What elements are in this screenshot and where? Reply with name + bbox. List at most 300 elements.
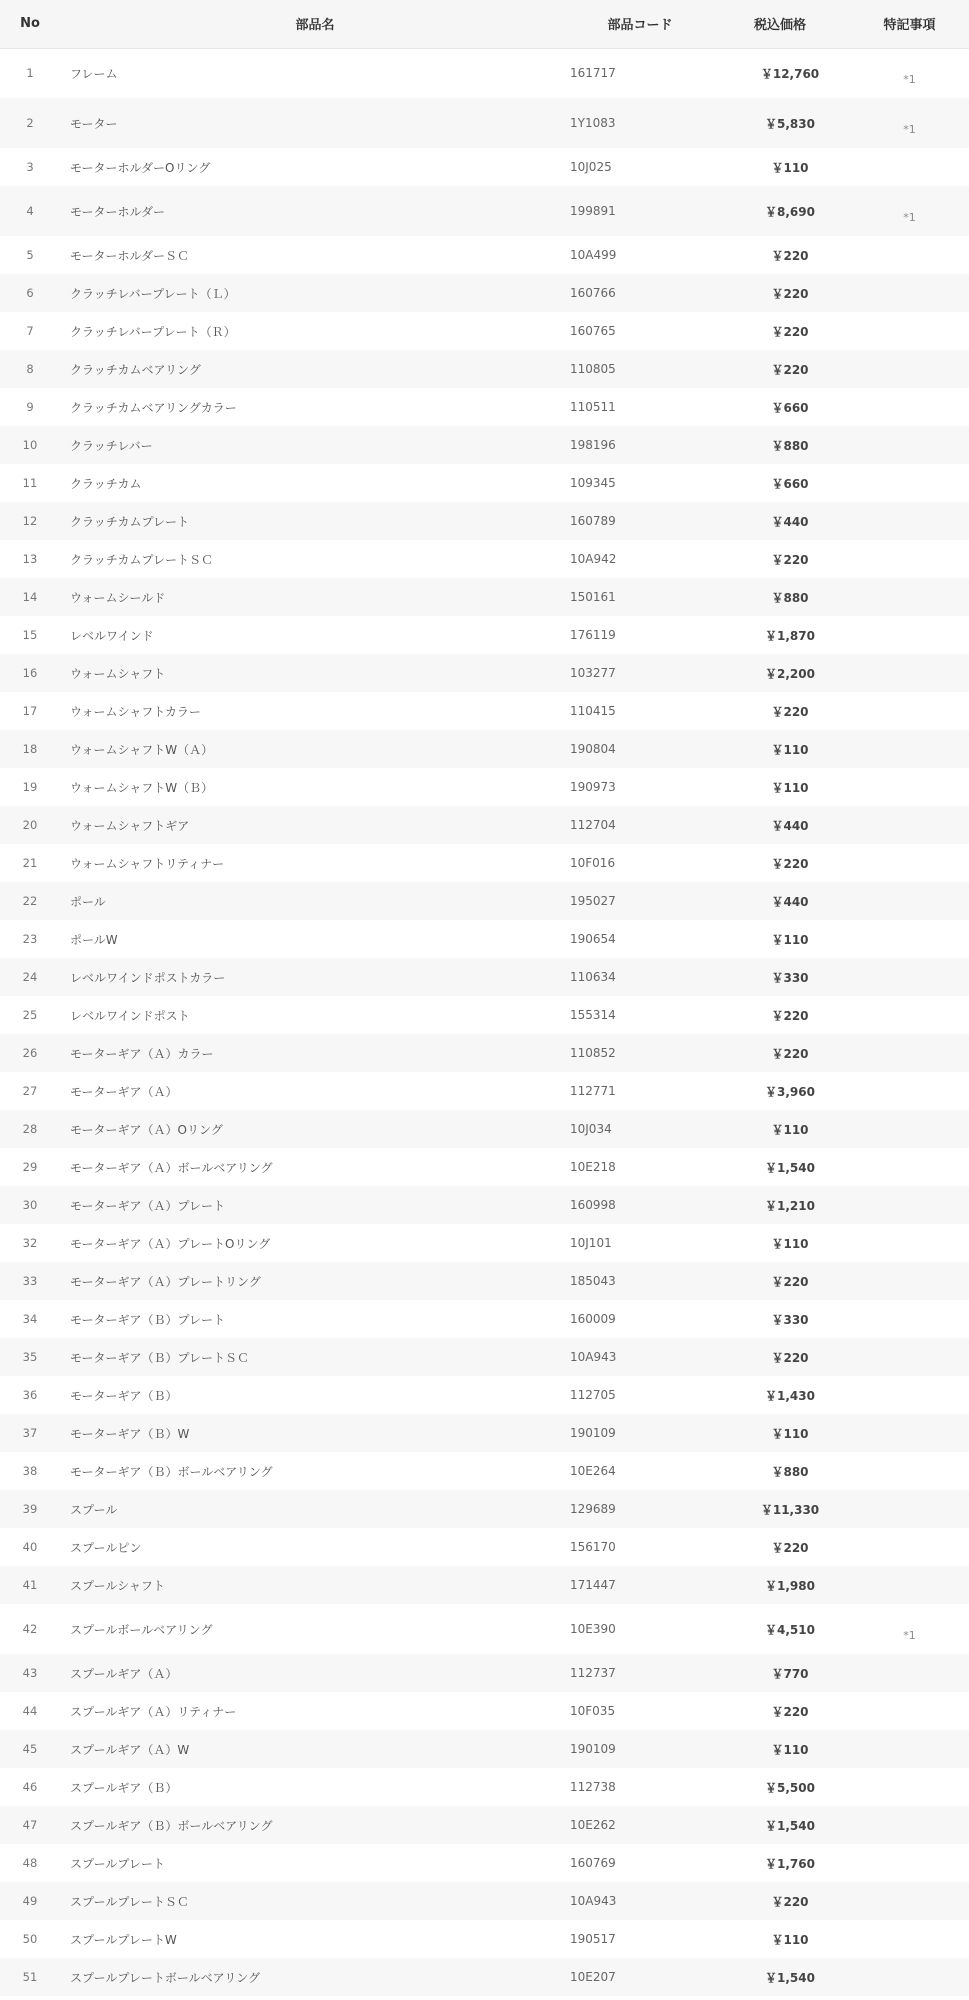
row-price: ￥880	[771, 1464, 809, 1479]
row-price: ￥880	[771, 590, 809, 605]
row-part-code: 155314	[570, 1008, 616, 1022]
row-no: 47	[22, 1818, 38, 1832]
table-row	[0, 388, 969, 426]
row-part-code: 10F035	[570, 1704, 616, 1718]
row-part-name: クラッチカムプレート	[70, 514, 190, 529]
row-part-name: ウォームシャフトギア	[70, 818, 190, 833]
row-part-name: ウォームシャフトW（Ｂ）	[70, 780, 214, 795]
table-body	[0, 48, 969, 1996]
row-price: ￥110	[771, 1932, 809, 1947]
row-no: 9	[26, 400, 34, 414]
row-no: 46	[22, 1780, 38, 1794]
table-row	[0, 1806, 969, 1844]
row-part-name: モーターギア（Ａ）Oリング	[70, 1122, 223, 1137]
row-part-name: モーターギア（Ｂ）	[70, 1388, 178, 1403]
row-no: 16	[22, 666, 38, 680]
row-note	[850, 996, 969, 1034]
table-row	[0, 692, 969, 730]
row-price: ￥110	[771, 1742, 809, 1757]
row-price: ￥220	[771, 1046, 809, 1061]
row-note	[850, 1920, 969, 1958]
row-no: 3	[26, 160, 34, 174]
row-part-name: ウォームシャフトカラー	[70, 704, 201, 719]
row-price: ￥8,690	[765, 204, 815, 219]
table-row	[0, 236, 969, 274]
row-note	[850, 1490, 969, 1528]
table-row	[0, 1566, 969, 1604]
row-part-name: スプールギア（Ｂ）	[70, 1780, 178, 1795]
table-row	[0, 1844, 969, 1882]
table-header	[0, 0, 969, 48]
row-part-code: 10J025	[570, 160, 612, 174]
row-part-code: 198196	[570, 438, 616, 452]
row-part-name: クラッチレバープレート（Ｒ）	[70, 324, 236, 339]
table-row	[0, 1414, 969, 1452]
row-part-code: 161717	[570, 66, 616, 81]
row-part-code: 10E262	[570, 1818, 616, 1832]
row-price: ￥220	[771, 552, 809, 567]
row-note	[850, 1034, 969, 1072]
row-note	[850, 730, 969, 768]
row-part-code: 112704	[570, 818, 616, 832]
row-note	[850, 464, 969, 502]
row-part-code: 109345	[570, 476, 616, 490]
row-price: ￥5,830	[765, 116, 815, 131]
row-part-code: 10A943	[570, 1350, 617, 1364]
row-note	[850, 616, 969, 654]
table-row	[0, 148, 969, 186]
row-part-code: 190654	[570, 932, 616, 946]
header-no: No	[20, 16, 40, 32]
row-part-code: 190804	[570, 742, 616, 756]
row-price: ￥330	[771, 1312, 809, 1327]
row-note	[850, 1692, 969, 1730]
row-no: 35	[22, 1350, 38, 1364]
table-row	[0, 844, 969, 882]
row-price: ￥110	[771, 742, 809, 757]
row-note	[850, 1882, 969, 1920]
row-part-name: ウォームシャフトW（Ａ）	[70, 742, 214, 757]
row-no: 41	[22, 1578, 38, 1592]
row-no: 36	[22, 1388, 38, 1402]
row-no: 14	[22, 590, 38, 604]
row-part-code: 160009	[570, 1312, 616, 1326]
row-no: 25	[22, 1008, 38, 1022]
row-no: 7	[26, 324, 34, 338]
row-part-name: ウォームシャフト	[70, 666, 166, 681]
row-part-name: ウォームシールド	[70, 590, 166, 605]
row-part-name: モーターギア（Ｂ）プレートＳＣ	[70, 1350, 250, 1365]
row-no: 40	[22, 1540, 38, 1554]
row-part-name: スプールボールベアリング	[70, 1622, 213, 1637]
row-part-code: 110511	[570, 400, 616, 414]
row-no: 49	[22, 1894, 38, 1908]
row-part-code: 176119	[570, 628, 616, 642]
row-no: 11	[22, 476, 38, 490]
header-price: 税込価格	[753, 18, 806, 34]
row-price: ￥440	[771, 818, 809, 833]
row-price: ￥220	[771, 1704, 809, 1719]
row-part-code: 10A942	[570, 552, 617, 566]
row-part-name: ポール	[70, 894, 106, 909]
row-part-code: 10E218	[570, 1160, 616, 1174]
row-note	[850, 1148, 969, 1186]
row-part-code: 10J101	[570, 1236, 612, 1250]
row-part-code: 110415	[570, 704, 616, 718]
row-price: ￥110	[771, 1122, 809, 1137]
row-no: 51	[22, 1970, 38, 1984]
row-part-code: 190109	[570, 1742, 616, 1756]
table-row	[0, 1034, 969, 1072]
row-note	[850, 540, 969, 578]
row-price: ￥220	[771, 1008, 809, 1023]
row-note	[850, 1376, 969, 1414]
row-note	[850, 1730, 969, 1768]
row-part-name: スプールプレートボールベアリング	[70, 1970, 260, 1985]
row-price: ￥220	[771, 248, 809, 263]
row-note: *1	[903, 1629, 916, 1642]
row-part-name: クラッチカムプレートＳＣ	[70, 552, 214, 567]
row-no: 23	[22, 932, 38, 946]
table-row	[0, 274, 969, 312]
row-part-name: クラッチカムベアリングカラー	[70, 400, 237, 415]
row-price: ￥1,540	[765, 1160, 815, 1175]
table-row	[0, 1768, 969, 1806]
row-price: ￥770	[771, 1666, 809, 1681]
row-no: 26	[22, 1046, 38, 1060]
row-price: ￥220	[771, 856, 809, 871]
row-part-name: レベルワインドポストカラー	[70, 970, 226, 985]
row-no: 24	[22, 970, 38, 984]
row-part-code: 10F016	[570, 856, 616, 870]
header-note: 特記事項	[883, 18, 936, 34]
row-price: ￥660	[771, 400, 809, 415]
row-no: 30	[22, 1198, 38, 1212]
row-note	[850, 1768, 969, 1806]
row-part-name: モーターギア（Ｂ）W	[70, 1426, 190, 1441]
row-no: 20	[22, 818, 38, 832]
row-part-name: モーターギア（Ａ）プレート	[70, 1198, 226, 1213]
table-row	[0, 1186, 969, 1224]
table-row	[0, 502, 969, 540]
table-row	[0, 996, 969, 1034]
row-price: ￥220	[771, 324, 809, 339]
row-part-name: モーターホルダーＳＣ	[70, 248, 190, 263]
row-note	[850, 426, 969, 464]
row-price: ￥3,960	[765, 1084, 815, 1099]
row-part-name: スプールギア（Ａ）リティナー	[70, 1704, 237, 1719]
row-note	[850, 236, 969, 274]
row-no: 43	[22, 1666, 38, 1680]
row-part-code: 112738	[570, 1780, 616, 1794]
row-part-name: スプールプレート	[70, 1856, 165, 1871]
row-part-name: モーターギア（Ａ）カラー	[70, 1046, 214, 1061]
row-part-name: スプールギア（Ａ）W	[70, 1742, 190, 1757]
table-row	[0, 1604, 969, 1654]
row-price: ￥220	[771, 286, 809, 301]
row-part-name: クラッチカムベアリング	[70, 362, 201, 377]
row-part-code: 156170	[570, 1540, 616, 1554]
row-part-name: スプール	[70, 1502, 118, 1517]
row-price: ￥110	[771, 1426, 809, 1441]
row-price: ￥1,870	[765, 628, 815, 643]
row-part-name: フレーム	[70, 66, 118, 81]
row-part-name: レベルワインドポスト	[70, 1008, 190, 1023]
row-part-name: スプールギア（Ａ）	[70, 1666, 178, 1681]
row-part-name: モーター	[70, 116, 118, 131]
row-part-code: 10E207	[570, 1970, 616, 1984]
row-no: 6	[26, 286, 34, 300]
row-note	[850, 1566, 969, 1604]
row-no: 50	[22, 1932, 38, 1946]
row-price: ￥110	[771, 780, 809, 795]
row-part-name: モーターギア（Ｂ）プレート	[70, 1312, 226, 1327]
table-row	[0, 1654, 969, 1692]
row-note	[850, 1186, 969, 1224]
row-price: ￥4,510	[765, 1622, 815, 1637]
table-row	[0, 1692, 969, 1730]
row-part-name: スプールシャフト	[70, 1578, 165, 1593]
row-price: ￥1,540	[765, 1970, 815, 1985]
row-part-code: 195027	[570, 894, 616, 908]
row-part-code: 110805	[570, 362, 616, 376]
row-part-code: 103277	[570, 666, 616, 680]
row-part-name: モーターギア（Ａ）ボールベアリング	[70, 1160, 273, 1175]
row-part-code: 190517	[570, 1932, 616, 1946]
header-part-name: 部品名	[295, 18, 335, 34]
row-price: ￥440	[771, 514, 809, 529]
row-part-name: スプールピン	[70, 1540, 142, 1555]
row-part-code: 112705	[570, 1388, 616, 1402]
row-no: 17	[22, 704, 38, 718]
row-part-name: モーターホルダーOリング	[70, 160, 211, 175]
row-note: *1	[903, 211, 916, 224]
row-note	[850, 768, 969, 806]
row-no: 34	[22, 1312, 38, 1326]
row-part-code: 190973	[570, 780, 616, 794]
row-part-name: ウォームシャフトリティナー	[70, 856, 225, 871]
row-note	[850, 1224, 969, 1262]
row-no: 15	[22, 628, 38, 642]
row-price: ￥5,500	[765, 1780, 815, 1795]
table-row	[0, 540, 969, 578]
row-note	[850, 350, 969, 388]
row-note	[850, 1072, 969, 1110]
row-note	[850, 958, 969, 996]
row-no: 1	[26, 66, 34, 81]
row-part-code: 160765	[570, 324, 616, 338]
table-row	[0, 1224, 969, 1262]
row-note	[850, 312, 969, 350]
row-no: 4	[26, 204, 34, 218]
row-no: 5	[26, 248, 34, 262]
row-price: ￥440	[771, 894, 809, 909]
row-price: ￥880	[771, 438, 809, 453]
row-note: *1	[903, 123, 916, 136]
row-price: ￥220	[771, 1350, 809, 1365]
row-no: 48	[22, 1856, 38, 1870]
row-price: ￥1,540	[765, 1818, 815, 1833]
row-price: ￥220	[771, 1894, 809, 1909]
row-no: 21	[22, 856, 38, 870]
row-note	[850, 1338, 969, 1376]
table-row	[0, 578, 969, 616]
row-note	[850, 274, 969, 312]
row-note	[850, 1452, 969, 1490]
header-row	[0, 0, 969, 48]
table-row	[0, 312, 969, 350]
row-note	[850, 578, 969, 616]
row-no: 10	[22, 438, 38, 452]
row-part-code: 160998	[570, 1198, 616, 1212]
row-note	[850, 1958, 969, 1996]
row-note	[850, 1806, 969, 1844]
row-part-name: クラッチカム	[70, 476, 142, 491]
row-note	[850, 1844, 969, 1882]
row-part-name: クラッチレバープレート（Ｌ）	[70, 286, 236, 301]
row-part-name: スプールプレートＳＣ	[70, 1894, 189, 1909]
row-price: ￥220	[771, 1540, 809, 1555]
table-row	[0, 426, 969, 464]
row-price: ￥2,200	[765, 666, 815, 681]
row-price: ￥220	[771, 1274, 809, 1289]
table-row	[0, 48, 969, 98]
table-row	[0, 654, 969, 692]
row-part-code: 160766	[570, 286, 616, 300]
row-price: ￥110	[771, 932, 809, 947]
row-no: 29	[22, 1160, 38, 1174]
row-note	[850, 844, 969, 882]
row-part-code: 160769	[570, 1856, 616, 1870]
row-price: ￥11,330	[760, 1502, 820, 1517]
row-no: 28	[22, 1122, 38, 1136]
row-note	[850, 920, 969, 958]
table-row	[0, 1072, 969, 1110]
row-note	[850, 882, 969, 920]
row-part-code: 10J034	[570, 1122, 612, 1136]
row-part-code: 110852	[570, 1046, 616, 1060]
row-price: ￥110	[771, 1236, 809, 1251]
row-note	[850, 1414, 969, 1452]
table-row	[0, 1148, 969, 1186]
table-row	[0, 1958, 969, 1996]
row-note	[850, 806, 969, 844]
row-no: 22	[22, 894, 38, 908]
row-part-code: 10A499	[570, 248, 617, 262]
row-no: 38	[22, 1464, 38, 1478]
row-price: ￥12,760	[760, 66, 820, 81]
row-note	[850, 1528, 969, 1566]
row-part-name: スプールギア（Ｂ）ボールベアリング	[70, 1818, 273, 1833]
row-part-code: 110634	[570, 970, 616, 984]
row-part-name: クラッチレバー	[70, 438, 153, 453]
row-note	[850, 1654, 969, 1692]
row-price: ￥220	[771, 362, 809, 377]
row-price: ￥220	[771, 704, 809, 719]
row-part-code: 10E390	[570, 1622, 616, 1636]
row-no: 37	[22, 1426, 38, 1440]
table-row	[0, 806, 969, 844]
row-part-name: スプールプレートW	[70, 1932, 177, 1947]
row-no: 19	[22, 780, 38, 794]
table-row	[0, 616, 969, 654]
row-note	[850, 692, 969, 730]
row-no: 18	[22, 742, 38, 756]
table-row	[0, 1490, 969, 1528]
row-price: ￥110	[771, 160, 809, 175]
row-note	[850, 1110, 969, 1148]
row-no: 27	[22, 1084, 38, 1098]
table-row	[0, 920, 969, 958]
table-row	[0, 1110, 969, 1148]
table-row	[0, 882, 969, 920]
table-row	[0, 350, 969, 388]
row-price: ￥1,210	[765, 1198, 815, 1213]
row-part-name: モーターギア（Ａ）	[70, 1084, 178, 1099]
row-part-code: 10A943	[570, 1894, 617, 1908]
table-row	[0, 1882, 969, 1920]
row-part-code: 185043	[570, 1274, 616, 1288]
row-price: ￥330	[771, 970, 809, 985]
row-note: *1	[903, 73, 916, 86]
row-part-code: 10E264	[570, 1464, 616, 1478]
table-row	[0, 1376, 969, 1414]
row-part-code: 199891	[570, 204, 616, 218]
row-note	[850, 148, 969, 186]
row-note	[850, 1262, 969, 1300]
row-part-name: モーターギア（Ａ）プレートリング	[70, 1274, 261, 1289]
table-row	[0, 98, 969, 148]
row-price: ￥1,760	[765, 1856, 815, 1871]
table-row	[0, 768, 969, 806]
row-no: 44	[22, 1704, 38, 1718]
table-row	[0, 464, 969, 502]
row-price: ￥1,430	[765, 1388, 815, 1403]
row-no: 8	[26, 362, 34, 376]
row-part-code: 171447	[570, 1578, 616, 1592]
table-row	[0, 958, 969, 996]
row-part-name: モーターホルダー	[70, 204, 166, 219]
header-part-code: 部品コード	[607, 18, 673, 34]
row-no: 42	[22, 1622, 38, 1636]
row-no: 13	[22, 552, 38, 566]
row-part-code: 1Y1083	[570, 116, 616, 130]
table-row	[0, 730, 969, 768]
table-row	[0, 1528, 969, 1566]
row-price: ￥1,980	[765, 1578, 815, 1593]
row-part-code: 190109	[570, 1426, 616, 1440]
table-row	[0, 186, 969, 236]
row-part-code: 112771	[570, 1084, 616, 1098]
row-no: 32	[22, 1236, 38, 1250]
row-no: 33	[22, 1274, 38, 1288]
row-part-name: モーターギア（Ｂ）ボールベアリング	[70, 1464, 273, 1479]
row-no: 39	[22, 1502, 38, 1516]
table-row	[0, 1338, 969, 1376]
row-no: 45	[22, 1742, 38, 1756]
row-part-code: 112737	[570, 1666, 616, 1680]
row-note	[850, 502, 969, 540]
table-row	[0, 1452, 969, 1490]
row-part-code: 150161	[570, 590, 616, 604]
row-note	[850, 654, 969, 692]
table-row	[0, 1300, 969, 1338]
row-part-name: レベルワインド	[70, 628, 154, 643]
row-part-name: ポールW	[70, 932, 118, 947]
row-price: ￥660	[771, 476, 809, 491]
row-part-code: 129689	[570, 1502, 616, 1516]
table-row	[0, 1920, 969, 1958]
